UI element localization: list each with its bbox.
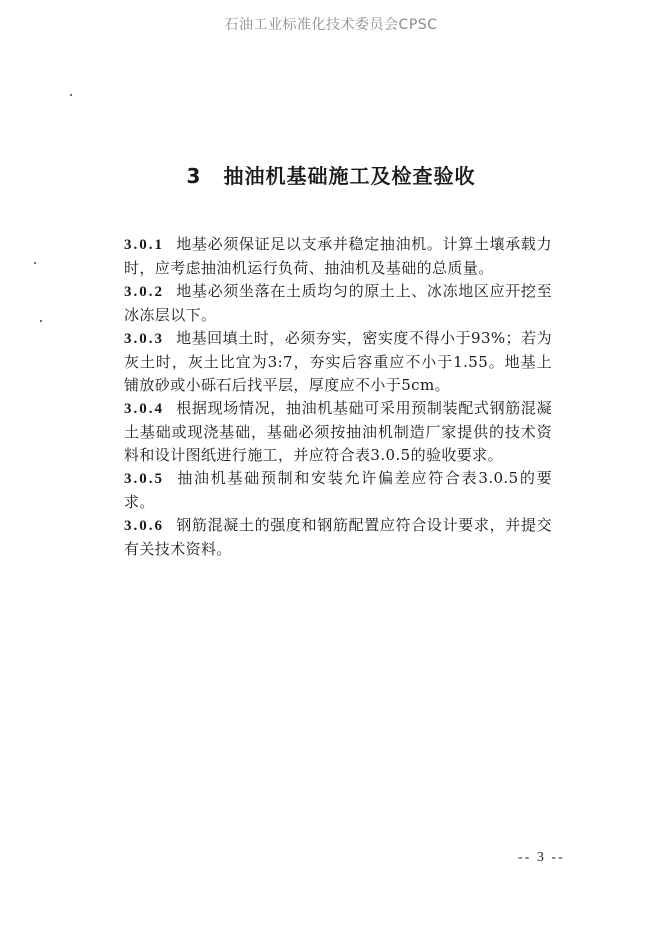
clause-number: 3.0.4 (124, 401, 164, 417)
scan-speck (34, 262, 36, 264)
clause-number: 3.0.3 (124, 331, 164, 347)
clause-3-0-1 (124, 233, 552, 280)
clause-number: 3.0.5 (124, 471, 164, 487)
scan-speck (40, 320, 42, 322)
clause-3-0-4 (124, 397, 552, 467)
clause-3-0-6 (124, 514, 552, 561)
scan-speck (70, 94, 72, 96)
clause-text: 抽油机基础预制和安装允许偏差应符合表3.0.5的要求。 (124, 469, 552, 511)
clause-text: 地基必须坐落在土质均匀的原土上、冰冻地区应开挖至冰冻层以下。 (124, 282, 552, 324)
clause-list (124, 233, 552, 561)
chapter-title (0, 160, 662, 189)
clause-number: 3.0.2 (124, 284, 164, 300)
chapter-title-text: 抽油机基础施工及检查验收 (223, 164, 476, 188)
clause-number: 3.0.1 (124, 237, 164, 253)
clause-text: 钢筋混凝土的强度和钢筋配置应符合设计要求，并提交有关技术资料。 (124, 516, 552, 558)
watermark: 石油工业标准化技术委员会CPSC (224, 17, 438, 33)
clause-text: 地基回填土时，必须夯实，密实度不得小于93%；若为灰土时，灰土比宜为3:7，夯实后容重应不小于1.55。地基上铺放砂或小砾石后找平层，厚度应不小于5cm。 (124, 329, 552, 394)
clause-text: 根据现场情况，抽油机基础可采用预制装配式钢筋混凝土基础或现浇基础，基础必须按抽油机制造厂家提供的技术资料和设计图纸进行施工，并应符合表3.0.5的验收要求。 (124, 399, 552, 464)
clause-3-0-3 (124, 327, 552, 397)
clause-3-0-2 (124, 280, 552, 327)
chapter-number: 3 (186, 164, 202, 188)
clause-number: 3.0.6 (124, 518, 164, 534)
clause-text: 地基必须保证足以支承并稳定抽油机。计算土壤承载力时，应考虑抽油机运行负荷、抽油机及基础的总质量。 (124, 235, 552, 277)
page-number: -- 3 -- (518, 850, 565, 865)
clause-3-0-5 (124, 467, 552, 514)
